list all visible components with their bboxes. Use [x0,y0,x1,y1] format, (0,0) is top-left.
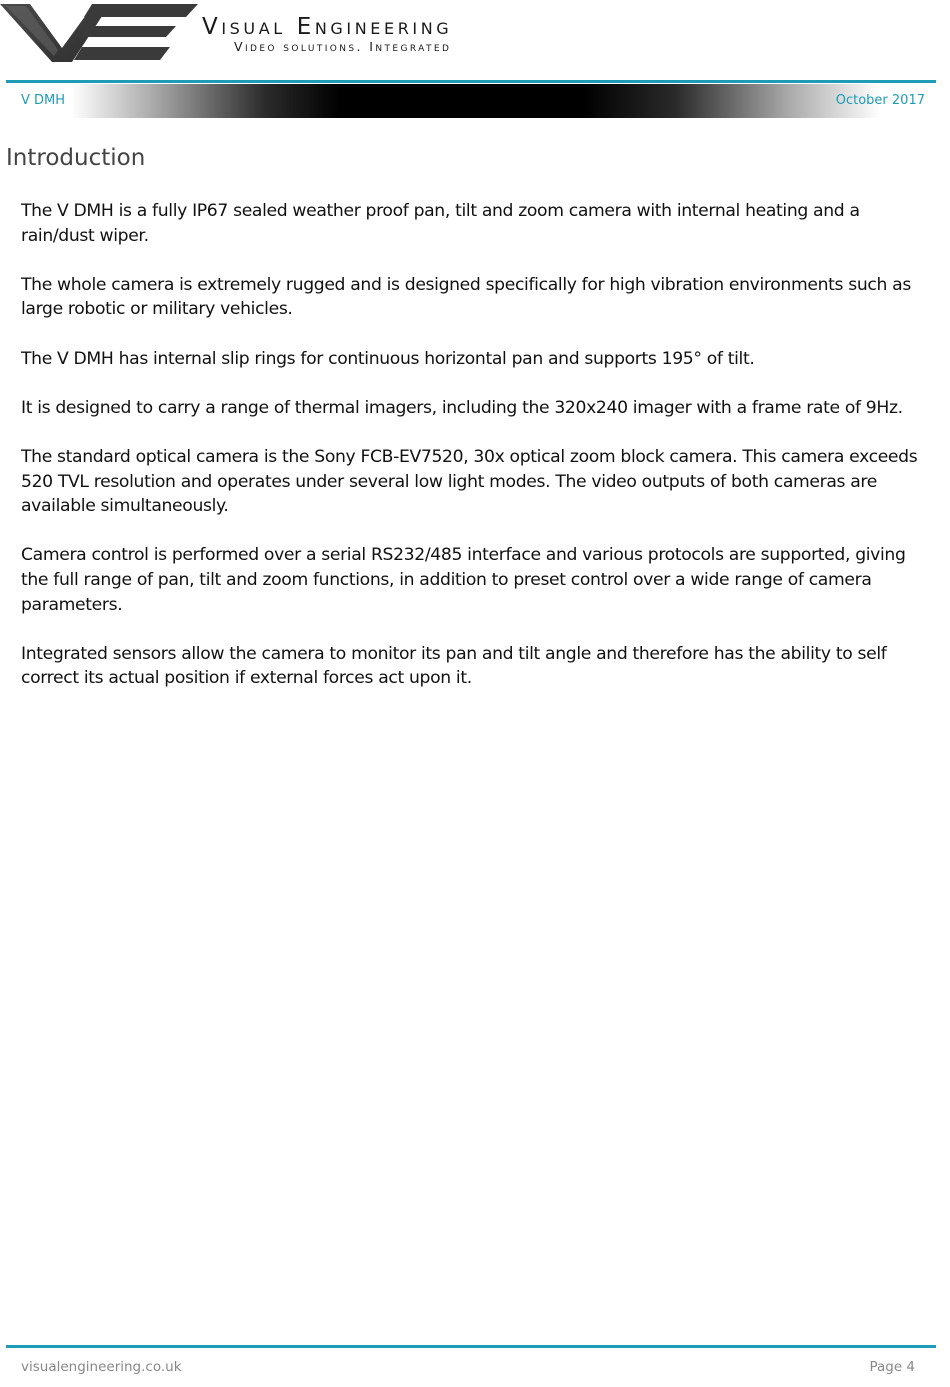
brand-tagline: Video solutions. Integrated [234,39,452,54]
page-title: Introduction [6,145,146,171]
header-rule [6,80,936,83]
ve-logo-icon [0,0,210,66]
paragraph: Integrated sensors allow the camera to monitor its pan and tilt angle and therefore has the ability to self correct its actual position if external forces act upon it. [21,643,887,689]
footer-page-number: Page 4 [869,1359,915,1375]
header-band [6,84,936,118]
paragraph: The V DMH has internal slip rings for continuous horizontal pan and supports 195° of tilt. [21,348,755,369]
footer-website: visualengineering.co.uk [21,1359,182,1375]
paragraph: Camera control is performed over a serial RS232/485 interface and various protocols are supported, giving the full range of pan, tilt and zoom functions, in addition to preset control over a wide range of camera parameters. [21,545,906,615]
header-document-name: V DMH [21,93,66,108]
header-date: October 2017 [835,93,925,108]
paragraph: It is designed to carry a range of thermal imagers, including the 320x240 imager with a frame rate of 9Hz. [21,397,903,418]
paragraph: The V DMH is a fully IP67 sealed weather proof pan, tilt and zoom camera with internal heating and a rain/dust wiper. [21,201,860,246]
body-content [21,199,921,715]
brand-name: Visual Engineering [202,14,453,40]
footer-rule [6,1345,936,1348]
paragraph: The whole camera is extremely rugged and is designed specifically for high vibration environments such as large robotic or military vehicles. [21,274,911,320]
paragraph: The standard optical camera is the Sony FCB-EV7520, 30x optical zoom block camera. This camera exceeds 520 TVL resolution and operates under several low light modes. The video outputs of both cameras are available simultaneously. [21,446,918,517]
